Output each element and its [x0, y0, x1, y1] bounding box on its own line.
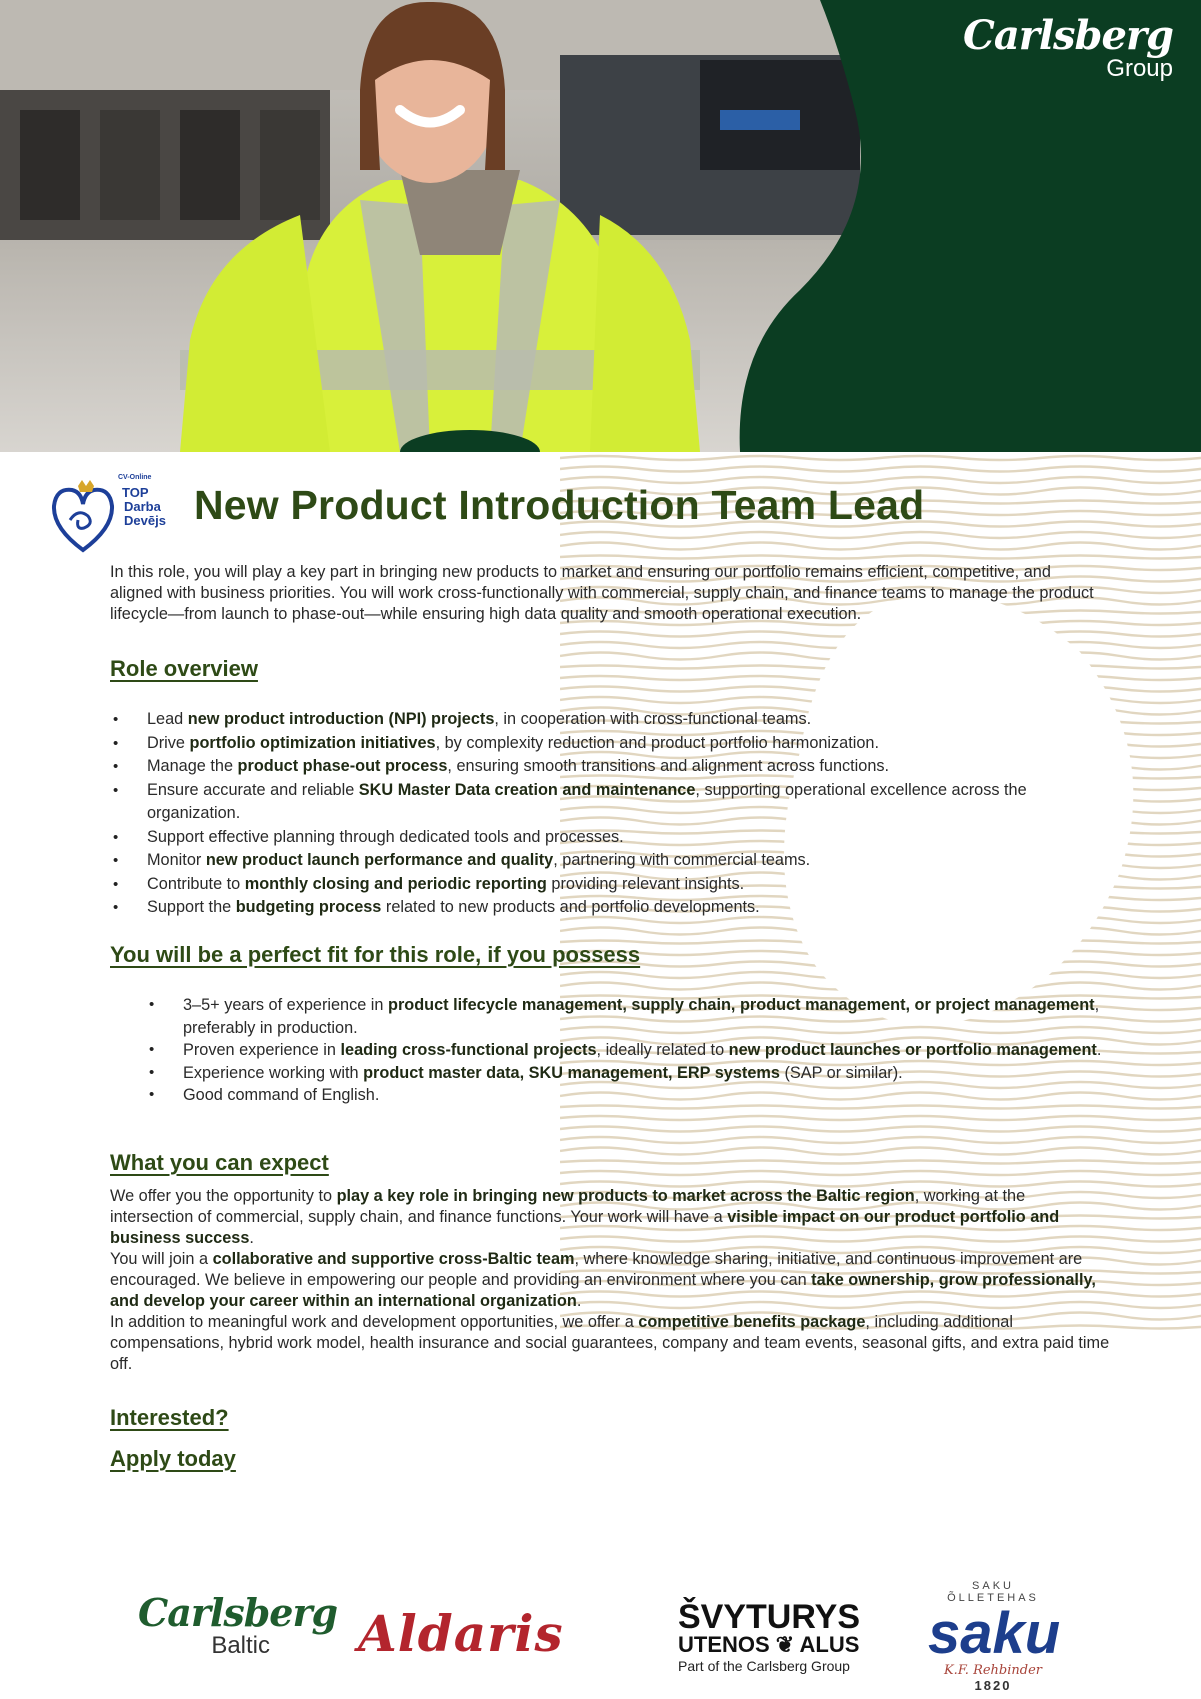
role-overview-list [147, 708, 1117, 920]
saku-logo [928, 1580, 1061, 1693]
text: Monitor [147, 851, 206, 869]
bold-text: budgeting process [235, 898, 382, 916]
badge-provider: CV-Online [118, 474, 152, 481]
job-title: New Product Introduction Team Lead [194, 482, 925, 528]
stripe-line [560, 543, 1201, 550]
bold-text: SKU Master Data creation and maintenance [358, 780, 696, 799]
text: , where knowledge sharing, initiative, and continuous improvement are encouraged. We believe in empowering our people and providing an environment where you can [110, 1250, 1083, 1289]
list-item [183, 1039, 1113, 1062]
bold-text: competitive benefits package [638, 1313, 866, 1331]
role-overview-heading: Role overview [110, 656, 258, 681]
logo-year: 1820 [974, 1678, 1012, 1693]
text: related to new products and portfolio developments. [381, 898, 760, 916]
brand-sub: Group [1106, 55, 1173, 82]
stripe-line [560, 467, 1201, 472]
stripe-line [560, 556, 1201, 559]
perfect-fit-heading: You will be a perfect fit for this role, if you possess [110, 942, 641, 967]
bold-text: collaborative and supportive cross-Baltic team [212, 1250, 575, 1268]
logo-signature: K.F. Rehbinder [943, 1663, 1043, 1678]
bold-text: new product introduction (NPI) projects [187, 710, 495, 728]
bold-text: new product launches or portfolio management [728, 1041, 1097, 1059]
text: In addition to meaningful work and development opportunities, we offer a [110, 1313, 639, 1331]
badge-line-2: Darba [124, 499, 161, 514]
stripe-line [560, 532, 1201, 538]
bold-text: leading cross-functional projects [340, 1041, 597, 1059]
list-item [183, 994, 1113, 1039]
footer-logos [0, 1580, 1201, 1693]
text: You will join a [110, 1250, 213, 1268]
perfect-fit-list [183, 994, 1113, 1107]
logo-top: SAKU ÕLLETEHAS [947, 1580, 1039, 1604]
list-item [183, 1084, 1113, 1107]
aldaris-logo: Aldaris [358, 1604, 564, 1663]
list-item [147, 896, 1117, 920]
carlsberg-group-logo [962, 12, 1173, 82]
stripe-line [560, 1171, 1201, 1175]
bold-text: product lifecycle management, supply chain, product management, or project management [388, 996, 1095, 1014]
logo-text: saku [928, 1601, 1061, 1666]
bold-text: portfolio optimization initiatives [189, 733, 436, 752]
bold-text: play a key role in bringing new products to market across the Baltic region [336, 1187, 915, 1205]
text: Support effective planning through dedicated tools and processes. [147, 827, 624, 846]
text: . [576, 1292, 582, 1310]
expect-paragraph-2 [110, 1249, 1110, 1312]
top-employer-badge [48, 470, 178, 560]
text: , by complexity reduction and product portfolio harmonization. [435, 733, 880, 752]
expect-paragraph-3 [110, 1312, 1110, 1375]
intro-paragraph: In this role, you will play a key part in bringing new products to market and ensuring our portfolio remains efficient, competitive, and aligned with business priorities. You will work cross-functionally with commercial, supply chain, and finance teams to manage the product lifecycle—from launch to phase-out—while ensuring high data quality and smooth operational execution. [110, 563, 1094, 623]
bold-text: take ownership, grow professionally, and develop your career within an international organization [110, 1271, 1096, 1310]
text: We offer you the opportunity to [110, 1187, 337, 1205]
expect-text [110, 1186, 1110, 1375]
text: , supporting operational excellence across the organization. [147, 780, 1027, 822]
carlsberg-baltic-logo [138, 1590, 338, 1660]
hero-banner [0, 0, 1201, 452]
badge-line-1: TOP [122, 485, 149, 500]
bold-text: product phase-out process [237, 757, 448, 775]
text: Lead [147, 710, 188, 728]
list-item [147, 826, 1117, 850]
text: (SAP or similar). [779, 1063, 903, 1082]
list-item [147, 849, 1117, 873]
logo-sub: Part of the Carlsberg Group [678, 1658, 850, 1674]
text: , in cooperation with cross-functional teams. [494, 710, 812, 728]
badge-line-3: Devējs [124, 513, 166, 528]
text: , preferably in production. [183, 996, 1100, 1037]
stripe-line [560, 1116, 1201, 1120]
bold-text: product master data, SKU management, ERP systems [363, 1063, 780, 1082]
text: Contribute to [147, 874, 245, 893]
stripe-line [560, 1137, 1201, 1143]
text: Experience working with [183, 1063, 364, 1082]
text: Manage the [147, 757, 238, 775]
text: . [1096, 1041, 1102, 1059]
bold-text: new product launch performance and quality [205, 851, 554, 869]
text: Ensure accurate and reliable [147, 780, 359, 799]
text: Good command of English. [183, 1086, 380, 1104]
stripe-line [560, 1161, 1201, 1164]
apply-today-link[interactable]: Apply today [110, 1446, 236, 1471]
text: , ensuring smooth transitions and alignment across functions. [447, 757, 890, 775]
expect-heading: What you can expect [110, 1150, 329, 1175]
logo-sub: Baltic [211, 1632, 270, 1659]
bold-text: monthly closing and periodic reporting [244, 874, 547, 893]
bold-text: visible impact on our product portfolio and business success [110, 1208, 1060, 1247]
logo-text: ŠVYTURYS [678, 1598, 861, 1636]
heart-icon [48, 480, 118, 560]
text: , working at the intersection of commercial, supply chain, and finance functions. Your work will have a [110, 1187, 1026, 1226]
text: Drive [147, 733, 190, 752]
list-item [147, 779, 1117, 826]
text: Proven experience in [183, 1041, 341, 1059]
text: . [249, 1229, 254, 1247]
text: , partnering with commercial teams. [553, 851, 811, 869]
text: , including additional compensations, hybrid work model, health insurance and social guarantees, company and team events, seasonal gifts, and extra paid time off. [110, 1313, 1110, 1373]
text: 3–5+ years of experience in [183, 996, 389, 1014]
brand-name: Carlsberg [962, 12, 1173, 59]
logo-text: Carlsberg [138, 1590, 338, 1635]
stripe-line [560, 456, 1201, 460]
svyturys-logo [678, 1600, 860, 1676]
list-item [147, 873, 1117, 897]
list-item [183, 1062, 1113, 1085]
stripe-line [560, 1127, 1201, 1132]
list-item [147, 708, 1117, 732]
text: providing relevant insights. [546, 874, 745, 893]
text: Support the [147, 898, 236, 916]
expect-paragraph-1 [110, 1186, 1110, 1249]
text: , ideally related to [596, 1041, 729, 1059]
logo-text: UTENOS ❦ ALUS [678, 1632, 860, 1657]
list-item [147, 732, 1117, 756]
stripe-line [560, 1148, 1201, 1155]
interested-heading: Interested? [110, 1405, 229, 1430]
list-item [147, 755, 1117, 779]
